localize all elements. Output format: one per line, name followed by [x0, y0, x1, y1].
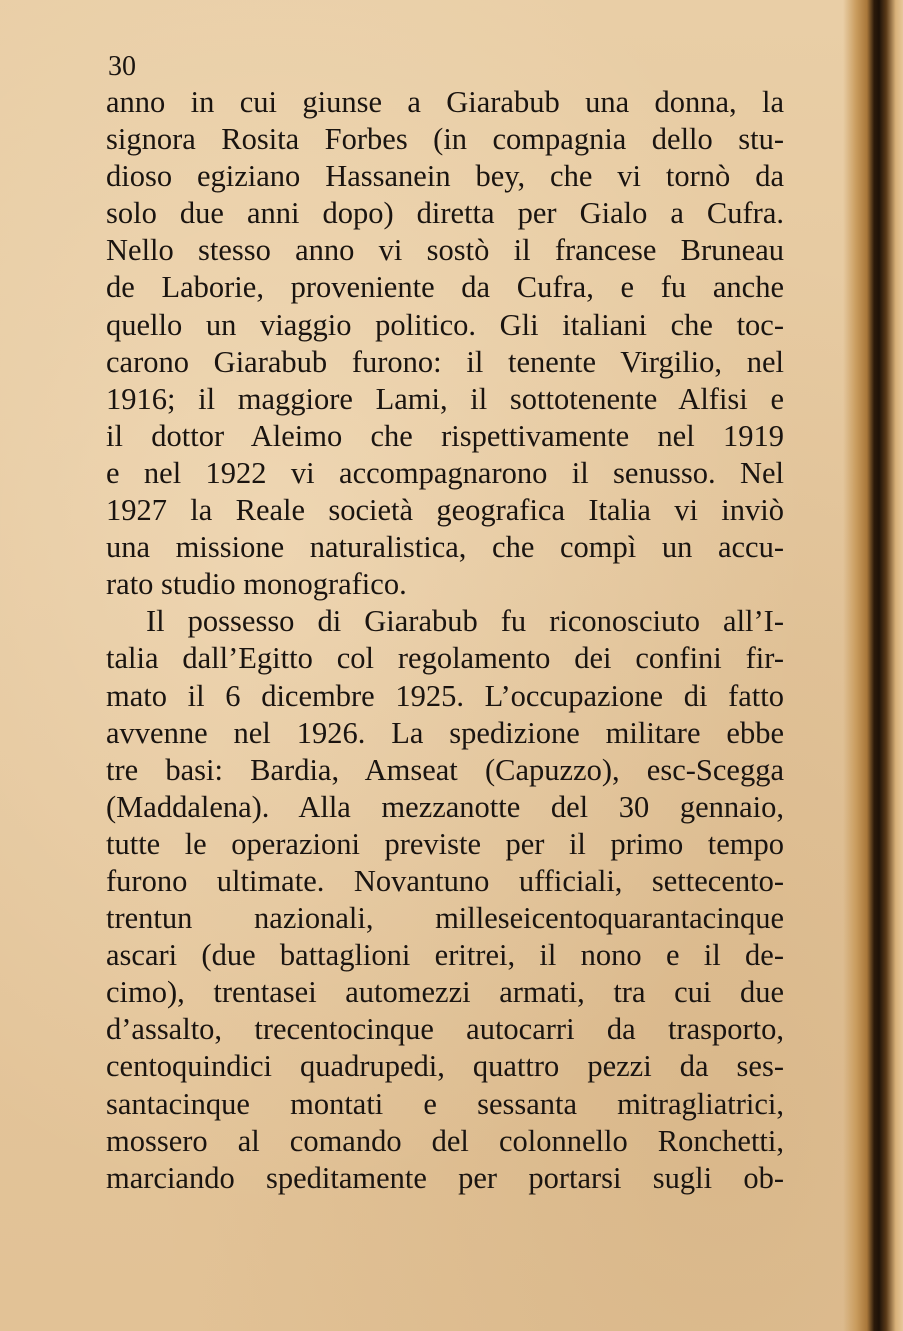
page-number: 30 [108, 51, 136, 82]
text-line: 1916; il maggiore Lami, il sottotenente Alfisi e [106, 381, 784, 416]
text-line: cimo), trentasei automezzi armati, tra cui due [106, 975, 784, 1010]
text-line: tutte le operazioni previste per il primo tempo [106, 826, 784, 861]
text-line: mato il 6 dicembre 1925. L’occupazione di fatto [106, 678, 784, 713]
body-text [106, 84, 784, 1197]
text-line: ascari (due battaglioni eritrei, il nono e il de- [106, 938, 784, 973]
text-line: (Maddalena). Alla mezzanotte del 30 gennaio, [106, 789, 784, 824]
text-line: tre basi: Bardia, Amseat (Capuzzo), esc-Scegga [106, 752, 784, 787]
text-line: dioso egiziano Hassanein bey, che vi tornò da [106, 159, 784, 194]
text-line: anno in cui giunse a Giarabub una donna, la [106, 85, 784, 119]
text-line: mossero al comando del colonnello Ronchetti, [106, 1123, 784, 1158]
text-line: il dottor Aleimo che rispettivamente nel 1919 [106, 418, 784, 453]
text-line: santacinque montati e sessanta mitragliatrici, [106, 1086, 784, 1121]
text-line: centoquindici quadrupedi, quattro pezzi da ses- [106, 1049, 784, 1084]
text-line: Il possesso di Giarabub fu riconosciuto all’I- [146, 604, 784, 639]
text-line: Nello stesso anno vi sostò il francese Bruneau [106, 233, 784, 268]
text-line: solo due anni dopo) diretta per Gialo a Cufra. [106, 196, 784, 231]
text-line: avvenne nel 1926. La spedizione militare ebbe [106, 715, 784, 750]
text-line: carono Giarabub furono: il tenente Virgilio, nel [106, 344, 784, 379]
text-line: quello un viaggio politico. Gli italiani che toc- [106, 307, 784, 342]
text-line: furono ultimate. Novantuno ufficiali, settecento- [106, 863, 784, 898]
text-line: de Laborie, proveniente da Cufra, e fu anche [106, 270, 784, 305]
text-line: talia dall’Egitto col regolamento dei confini fir- [106, 641, 784, 676]
text-line: trentun nazionali, milleseicentoquarantacinque [106, 901, 784, 936]
text-line: d’assalto, trecentocinque autocarri da trasporto, [106, 1012, 784, 1047]
text-line: 1927 la Reale società geografica Italia vi inviò [106, 493, 784, 528]
text-line: rato studio monografico. [106, 567, 407, 602]
text-line: signora Rosita Forbes (in compagnia dello stu- [106, 122, 784, 157]
text-line: e nel 1922 vi accompagnarono il senusso. Nel [106, 455, 784, 490]
book-spine-shadow [843, 0, 903, 1331]
text-line: una missione naturalistica, che compì un accu- [106, 530, 784, 565]
text-line: marciando speditamente per portarsi sugli ob- [106, 1160, 784, 1195]
